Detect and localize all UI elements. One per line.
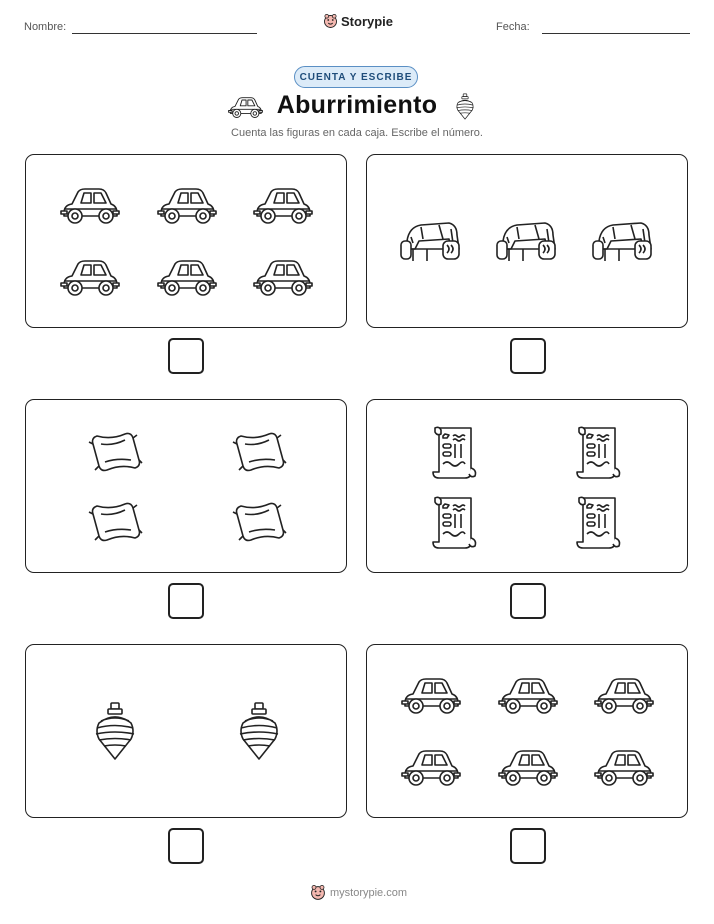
answer-box-4[interactable] (510, 583, 546, 619)
car-icon (401, 673, 461, 717)
hieroglyph-scroll-icon (431, 494, 479, 550)
footer-url[interactable]: mystorypie.com (330, 887, 408, 899)
pillow-icon (231, 430, 287, 474)
count-panel-2 (366, 154, 688, 328)
count-panel-5 (25, 644, 347, 818)
covered-armchair-icon (495, 219, 559, 263)
car-icon (60, 255, 120, 299)
pillow-icon (231, 500, 287, 544)
pillow-icon (87, 500, 143, 544)
spinning-top-icon (93, 701, 137, 761)
car-icon (60, 183, 120, 227)
count-panel-4 (366, 399, 688, 573)
count-panel-3 (25, 399, 347, 573)
storypie-mascot-icon (310, 885, 326, 901)
name-field[interactable] (72, 33, 257, 34)
storypie-mascot-icon (323, 14, 338, 29)
answer-box-1[interactable] (168, 338, 204, 374)
hieroglyph-scroll-icon (431, 424, 479, 480)
footer (310, 885, 407, 901)
car-icon (594, 673, 654, 717)
count-panel-6 (366, 644, 688, 818)
pillow-icon (87, 430, 143, 474)
brand-name: Storypie (341, 14, 394, 29)
answer-box-3[interactable] (168, 583, 204, 619)
answer-box-6[interactable] (510, 828, 546, 864)
hieroglyph-scroll-icon (575, 424, 623, 480)
name-label: Nombre: (24, 21, 67, 33)
car-icon (157, 255, 217, 299)
instructions: Cuenta las figuras en cada caja. Escribe el número. (231, 127, 483, 139)
car-icon (401, 745, 461, 789)
answer-box-2[interactable] (510, 338, 546, 374)
count-panel-1 (25, 154, 347, 328)
covered-armchair-icon (399, 219, 463, 263)
car-icon (498, 745, 558, 789)
spinning-top-icon (455, 93, 475, 120)
car-icon (157, 183, 217, 227)
brand-logo (323, 14, 393, 29)
date-label: Fecha: (496, 21, 530, 33)
car-icon (228, 94, 263, 120)
page-title: Aburrimiento (276, 91, 438, 119)
worksheet-badge: CUENTA Y ESCRIBE (294, 66, 418, 88)
covered-armchair-icon (591, 219, 655, 263)
spinning-top-icon (237, 701, 281, 761)
date-field[interactable] (542, 33, 690, 34)
car-icon (253, 255, 313, 299)
answer-box-5[interactable] (168, 828, 204, 864)
car-icon (594, 745, 654, 789)
car-icon (253, 183, 313, 227)
hieroglyph-scroll-icon (575, 494, 623, 550)
car-icon (498, 673, 558, 717)
